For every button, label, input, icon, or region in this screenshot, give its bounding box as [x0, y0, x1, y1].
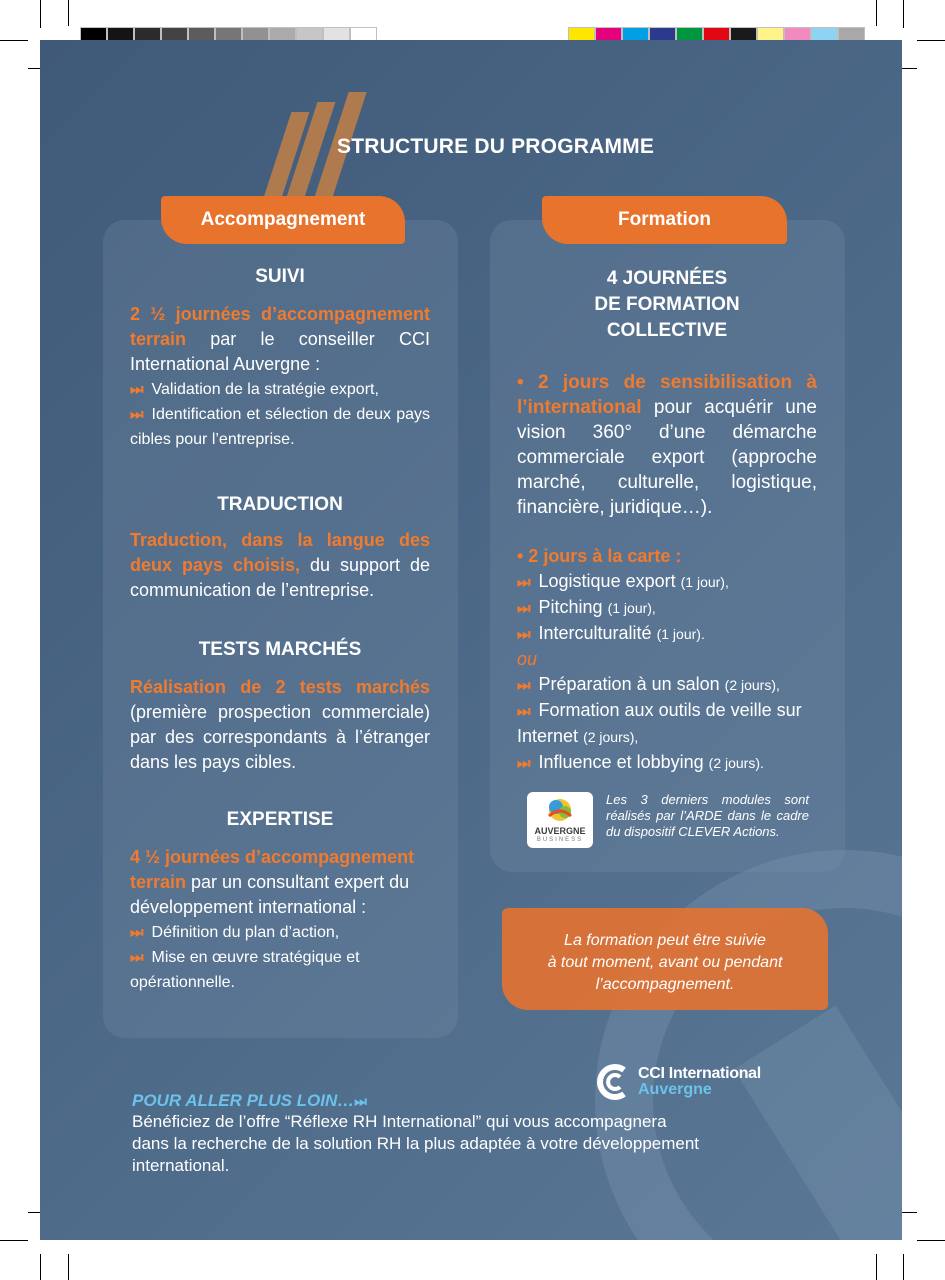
- section-heading-traduction: TRADUCTION: [217, 494, 343, 515]
- auvergne-business-logo: [527, 792, 593, 848]
- suivi-body: par le conseiller CCI International Auvergne :: [130, 329, 430, 374]
- section-heading-tests: TESTS MARCHÉS: [198, 639, 362, 660]
- fast-forward-icon: ⏭: [130, 924, 144, 941]
- sensibilisation-body: pour acquérir une vision 360° d’une démarche commerciale export (approche marché, culturelle, logistique, financière, juridique…).: [517, 397, 817, 518]
- sensibilisation-highlight: • 2 jours de sensibilisation à l’international: [517, 372, 817, 418]
- fast-forward-icon: ⏭: [517, 703, 531, 720]
- footer-line: Bénéficiez de l’offre “Réflexe RH International” qui vous accompagnera: [132, 1112, 667, 1131]
- cci-logo-line2: Auvergne: [638, 1081, 712, 1098]
- formation-heading: 4 JOURNÉES DE FORMATION COLLECTIVE: [594, 268, 740, 341]
- footer-line: international.: [132, 1156, 230, 1175]
- suivi-text: [130, 302, 430, 377]
- tests-text: [130, 675, 430, 775]
- carte-item: ⏭ Influence et lobbying (2 jours).: [517, 752, 764, 772]
- section-heading-suivi: SUIVI: [255, 266, 305, 287]
- expertise-bullet: ⏭ Mise en œuvre stratégique et opérationnelle.: [130, 949, 360, 991]
- fast-forward-icon: ⏭: [517, 600, 531, 617]
- crop-mark: [903, 0, 904, 28]
- crop-mark: [917, 40, 945, 41]
- crop-mark: [0, 40, 28, 41]
- crop-mark: [68, 1254, 69, 1280]
- crop-mark: [876, 1254, 877, 1280]
- expertise-bullet: ⏭ Définition du plan d’action,: [130, 924, 340, 941]
- footer-heading: POUR ALLER PLUS LOIN…⏭: [132, 1091, 367, 1110]
- carte-item: ⏭ Logistique export (1 jour),: [517, 571, 729, 591]
- crop-mark: [903, 1254, 904, 1280]
- carte-ou: ou: [517, 649, 538, 669]
- sensibilisation-text: [517, 370, 817, 520]
- carte-item: ⏭ Préparation à un salon (2 jours),: [517, 674, 780, 694]
- traduction-highlight: Traduction, dans la langue des deux pays choisis,: [130, 530, 430, 575]
- arde-note: Les 3 derniers modules sont réalisés par l’ARDE dans le cadre du dispositif CLEVER Actions.: [606, 792, 809, 839]
- tab-accompagnement: Accompagnement: [161, 196, 405, 244]
- fast-forward-icon: ⏭: [517, 626, 531, 643]
- section-heading-expertise: EXPERTISE: [226, 809, 334, 830]
- carte-item: ⏭ Formation aux outils de veille sur Internet (2 jours),: [517, 700, 802, 746]
- suivi-highlight: 2 ½ journées d’accompagnement terrain: [130, 304, 430, 349]
- page-title: STRUCTURE DU PROGRAMME: [337, 135, 655, 158]
- expertise-highlight: 4 ½ journées d’accompagnement terrain: [130, 847, 415, 892]
- tests-highlight: Réalisation de 2 tests marchés: [130, 677, 430, 697]
- fast-forward-icon: ⏭: [517, 574, 531, 591]
- suivi-bullet: ⏭ Identification et sélection de deux pays cibles pour l’entreprise.: [130, 406, 430, 448]
- fast-forward-icon: ⏭: [517, 755, 531, 772]
- carte-heading: • 2 jours à la carte :: [517, 546, 682, 566]
- arde-logo-text-2: BUSINESS: [536, 837, 584, 843]
- crop-mark: [917, 1240, 945, 1241]
- accompagnement-column: [130, 266, 430, 995]
- carte-item: ⏭ Pitching (1 jour),: [517, 597, 656, 617]
- fast-forward-icon: ⏭: [130, 949, 144, 966]
- crop-mark: [0, 1240, 28, 1241]
- crop-mark: [40, 1254, 41, 1280]
- formation-note-box: La formation peut être suivie à tout moment, avant ou pendant l’accompagnement.: [502, 908, 828, 1010]
- fast-forward-icon: ⏭: [130, 406, 144, 423]
- footer-line: dans la recherche de la solution RH la plus adaptée à votre développement: [132, 1134, 700, 1153]
- expertise-body: par un consultant expert du développement international :: [130, 872, 410, 917]
- tab-formation: Formation: [542, 196, 787, 244]
- suivi-bullet: ⏭ Validation de la stratégie export,: [130, 381, 379, 398]
- crop-mark: [68, 0, 69, 26]
- traduction-body: du support de communication de l’entreprise.: [130, 555, 430, 600]
- formation-column: [517, 266, 817, 776]
- crop-mark: [40, 0, 41, 28]
- fast-forward-icon: ⏭: [354, 1093, 367, 1109]
- cci-logo-line1: CCI International: [638, 1065, 761, 1082]
- footer: [132, 1091, 792, 1177]
- fast-forward-icon: ⏭: [130, 381, 144, 398]
- arde-logo-text-1: AUVERGNE: [534, 826, 586, 836]
- crop-mark: [876, 0, 877, 26]
- expertise-text: [130, 845, 430, 920]
- tests-body: (première prospection commerciale) par des correspondants à l’étranger dans les pays cibles.: [130, 702, 430, 772]
- traduction-text: [130, 528, 430, 603]
- carte-item: ⏭ Interculturalité (1 jour).: [517, 623, 705, 643]
- fast-forward-icon: ⏭: [517, 677, 531, 694]
